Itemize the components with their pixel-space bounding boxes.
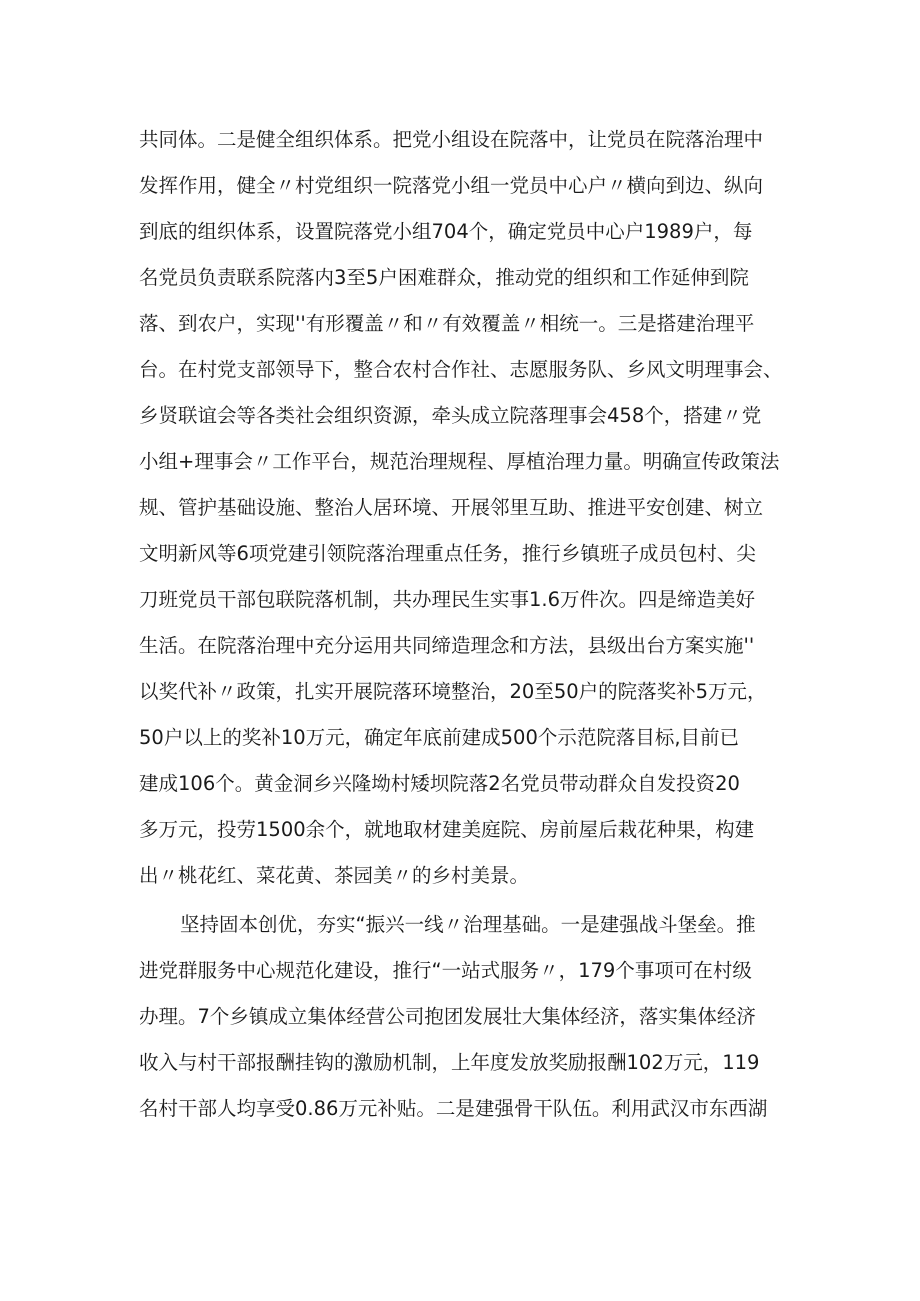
paragraph-line: 文明新风等6项党建引领院落治理重点任务，推行乡镇班子成员包村、尖 xyxy=(139,542,756,565)
paragraph-line: 收入与村干部报酬挂钩的激励机制，上年度发放奖励报酬102万元，119 xyxy=(139,1051,760,1074)
paragraph-line: 到底的组织体系，设置院落党小组704个，确定党员中心户1989户，每 xyxy=(139,220,753,243)
paragraph-line: 名党员负责联系院落内3至5户困难群众，推动党的组织和工作延伸到院 xyxy=(139,266,749,289)
paragraph-line: 刀班党员干部包联院落机制，共办理民生实事1.6万件次。四是缔造美好 xyxy=(139,588,756,611)
paragraph-line: 进党群服务中心规范化建设，推行“一站式服务〃，179个事项可在村级 xyxy=(139,959,752,982)
paragraph-line: 50户以上的奖补10万元，确定年底前建成500个示范院落目标,目前已 xyxy=(139,726,740,749)
paragraph-line: 规、管护基础设施、整治人居环境、开展邻里互助、推进平安创建、树立 xyxy=(139,496,764,519)
paragraph-line: 生活。在院落治理中充分运用共同缔造理念和方法，县级出台方案实施'' xyxy=(139,634,755,657)
paragraph-line: 共同体。二是健全组织体系。把党小组设在院落中，让党员在院落治理中 xyxy=(139,128,764,151)
paragraph-line: 小组+理事会〃工作平台，规范治理规程、厚植治理力量。明确宣传政策法 xyxy=(139,450,780,473)
paragraph-line: 坚持固本创优，夯实“振兴一线〃治理基础。一是建强战斗堡垒。推 xyxy=(180,913,756,936)
paragraph-line: 以奖代补〃政策，扎实开展院落环境整治，20至50户的院落奖补5万元， xyxy=(139,680,767,703)
paragraph-line: 落、到农户，实现''有形覆盖〃和〃有效覆盖〃相统一。三是搭建治理平 xyxy=(139,312,755,335)
paragraph-line: 名村干部人均享受0.86万元补贴。二是建强骨干队伍。利用武汉市东西湖 xyxy=(139,1097,768,1120)
paragraph-line: 建成106个。黄金洞乡兴隆坳村矮坝院落2名党员带动群众自发投资20 xyxy=(139,772,740,795)
paragraph-line: 多万元，投劳1500余个，就地取材建美庭院、房前屋后栽花种果，构建 xyxy=(139,818,755,841)
paragraph-line: 台。在村党支部领导下，整合农村合作社、志愿服务队、乡风文明理事会、 xyxy=(139,358,783,381)
paragraph-line: 发挥作用，健全〃村党组织一院落党小组一党员中心户〃横向到边、纵向 xyxy=(139,174,764,197)
paragraph-line: 乡贤联谊会等各类社会组织资源，牵头成立院落理事会458个，搭建〃党 xyxy=(139,404,762,427)
paragraph-line: 出〃桃花红、菜花黄、茶园美〃的乡村美景。 xyxy=(139,864,530,887)
paragraph-line: 办理。7个乡镇成立集体经营公司抱团发展壮大集体经济，落实集体经济 xyxy=(139,1005,756,1028)
